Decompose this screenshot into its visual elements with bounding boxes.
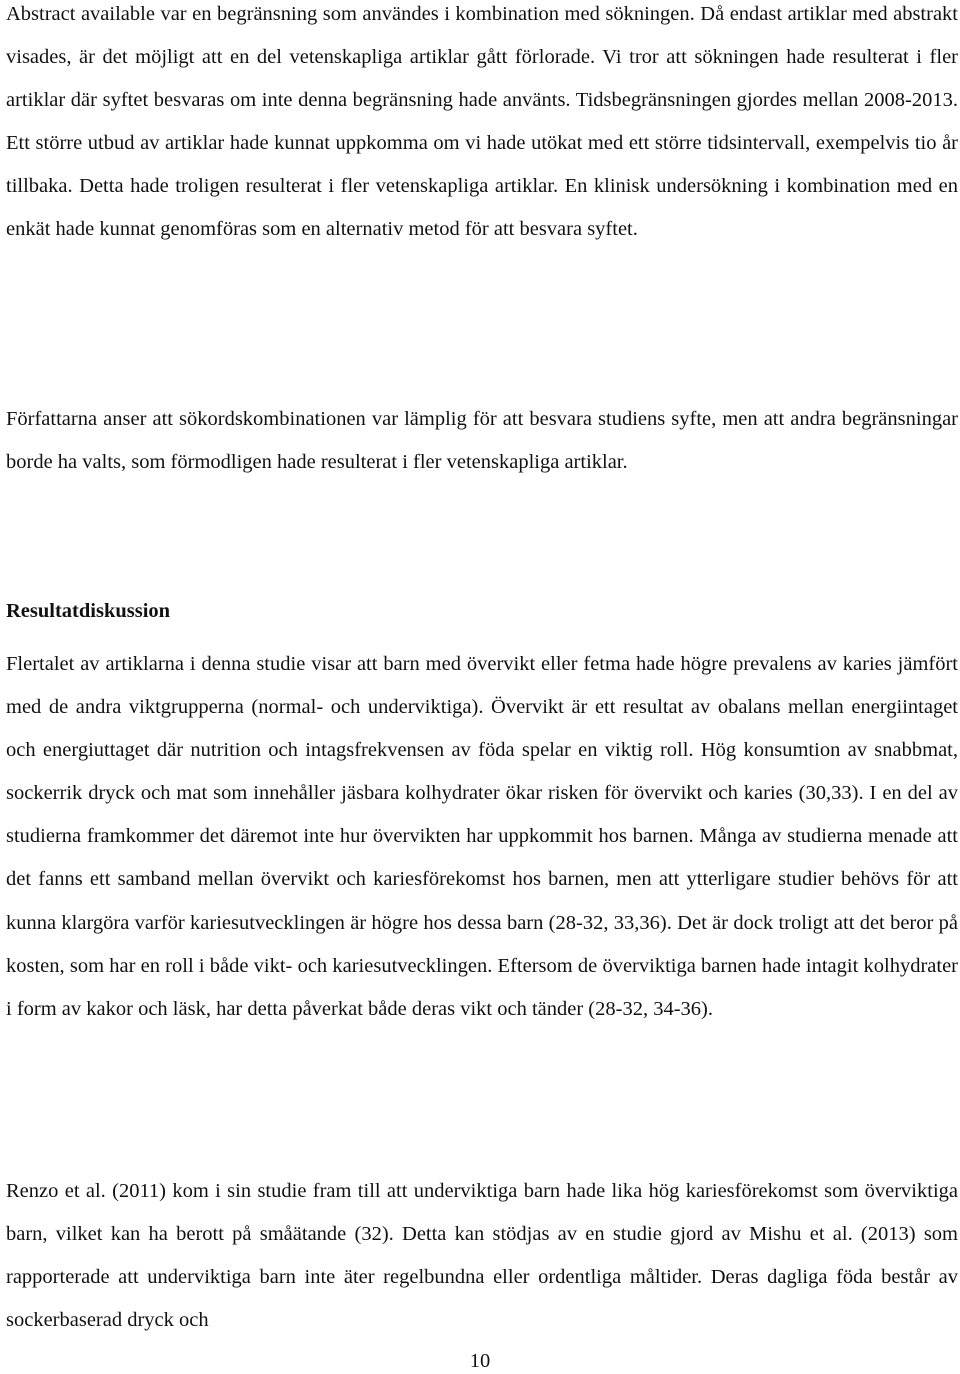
section-heading-resultatdiskussion: Resultatdiskussion [6, 600, 171, 622]
page-number: 10 [469, 1350, 491, 1372]
paragraph-results-intro: Flertalet av artiklarna i denna studie visar att barn med övervikt eller fetma hade högre prevalens av karies jämfört med de andra viktgrupperna (normal- och underviktiga). Övervikt är ett resultat av obalans mellan energiintaget och energiuttaget där nutrition och intagsfrekvensen av föda spelar en viktig roll. Hög konsumtion av snabbmat, sockerrik dryck och mat som innehåller jäsbara kolhydrater ökar risken för övervikt och karies (30,33). I en del av studierna framkommer det däremot inte hur övervikten har uppkommit hos barnen. Många av studierna menade att det fanns ett samband mellan övervikt och kariesförekomst hos barnen, men att ytterligare studier behövs för att kunna klargöra varför kariesutvecklingen är högre hos dessa barn (28-32, 33,36). Det är dock troligt att det beror på kosten, som har en roll i både vikt- och kariesutvecklingen. Eftersom de överviktiga barnen hade intagit kolhydrater i form av kakor och läsk, har detta påverkat både deras vikt och tänder (28-32, 34-36). [6, 653, 958, 1020]
paragraph-limitations: Abstract available var en begränsning som användes i kombination med sökningen. Då endast artiklar med abstrakt visades, är det möjligt att en del vetenskapliga artiklar gått förlorade. Vi tror att sökningen hade resulterat i fler artiklar där syftet besvaras om inte denna begränsning hade använts. Tidsbegränsningen gjordes mellan 2008-2013. Ett större utbud av artiklar hade kunnat uppkomma om vi hade utökat med ett större tidsintervall, exempelvis tio år tillbaka. Detta hade troligen resulterat i fler vetenskapliga artiklar. En klinisk undersökning i kombination med en enkät hade kunnat genomföras som en alternativ metod för att besvara syftet. [6, 3, 958, 241]
paragraph-renzo: Renzo et al. (2011) kom i sin studie fram till att underviktiga barn hade lika hög kariesförekomst som överviktiga barn, vilket kan ha berott på småätande (32). Detta kan stödjas av en studie gjord av Mishu et al. (2013) som rapporterade att underviktiga barn inte äter regelbundna eller ordentliga måltider. Deras dagliga föda består av sockerbaserad dryck och [6, 1180, 958, 1332]
paragraph-authors-view: Författarna anser att sökordskombinationen var lämplig för att besvara studiens syfte, men att andra begränsningar borde ha valts, som förmodligen hade resulterat i fler vetenskapliga artiklar. [6, 408, 958, 474]
